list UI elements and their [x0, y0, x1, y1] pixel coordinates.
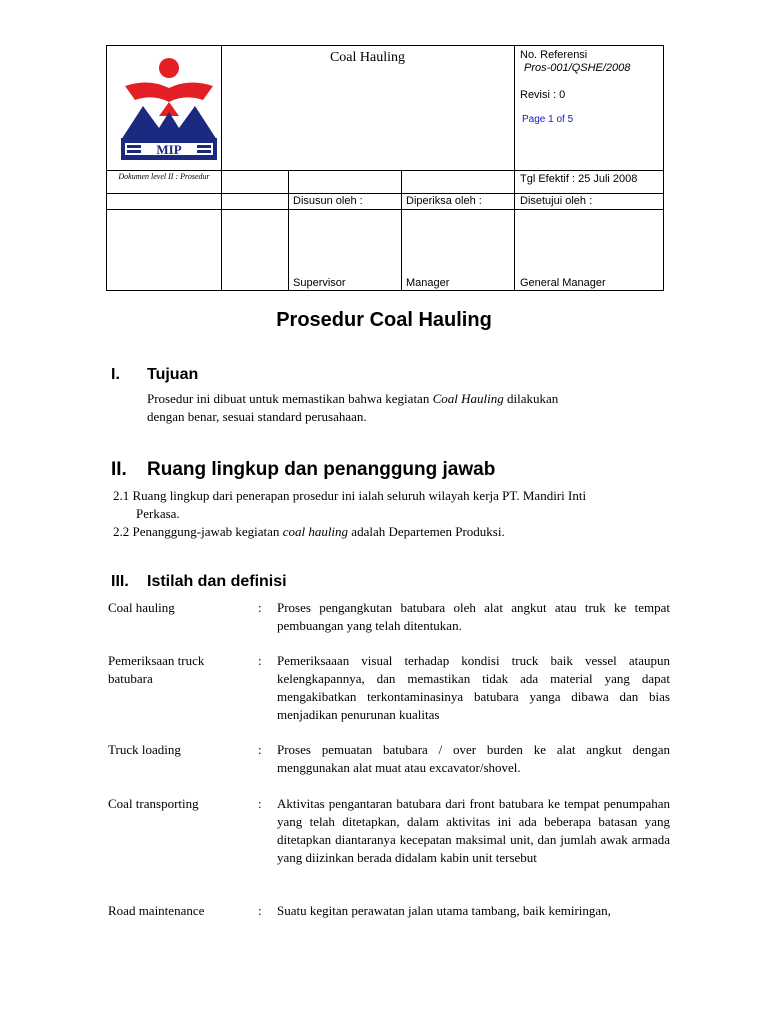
effective-date: Tgl Efektif : 25 Juli 2008 [520, 173, 638, 185]
header-table [106, 45, 664, 291]
doc-level: Dokumen level II : Prosedur [118, 172, 210, 181]
doc-title: Coal Hauling [329, 50, 406, 65]
approved-role: General Manager [520, 277, 606, 289]
section-2-number: II. [111, 459, 127, 480]
approved-by-label: Disetujui oleh : [520, 195, 593, 207]
mip-logo [119, 56, 219, 164]
definition-term: Truck loading [108, 742, 181, 757]
prepared-by-label: Disusun oleh : [293, 195, 363, 207]
definition-text: Suatu kegitan perawatan jalan utama tambang, baik kemiringan, [277, 903, 611, 918]
section-1-text: Prosedur ini dibuat untuk memastikan bahwa kegiatan Coal Hauling dilakukan dengan benar, sesuai standard perusahaan. [147, 391, 559, 424]
definition-colon: : [258, 903, 262, 918]
prepared-role: Supervisor [293, 277, 346, 289]
definition-colon: : [258, 742, 262, 757]
definition-term: Coal hauling [108, 600, 175, 615]
revision: Revisi : 0 [520, 89, 566, 101]
checked-by-label: Diperiksa oleh : [406, 195, 482, 207]
definition-term: Pemeriksaan truck batubara [108, 653, 205, 686]
logo-text: MIP [156, 142, 182, 157]
definition-colon: : [258, 653, 262, 668]
section-1-number: I. [111, 366, 120, 383]
ref-value: Pros-001/QSHE/2008 [524, 62, 631, 74]
section-2-item-1: 2.1 Ruang lingkup dari penerapan prosedur ini ialah seluruh wilayah kerja PT. Mandiri Inti Perkasa. [113, 488, 587, 521]
section-2-item-2: 2.2 Penanggung-jawab kegiatan coal hauling adalah Departemen Produksi. [113, 524, 505, 539]
definition-term: Road maintenance [108, 903, 205, 918]
page-number: Page 1 of 5 [522, 114, 574, 125]
page-title: Prosedur Coal Hauling [276, 309, 492, 331]
definition-text: Pemeriksaaan visual terhadap kondisi truck baik vessel ataupun kelengkapannya, dan memastikan tidak ada material yang dapat mengakibatkan terkontaminasinya batubara yanga dibawa dan bias menjadikan penurunan kualitas [277, 653, 670, 722]
definition-text: Proses pemuatan batubara / over burden ke alat angkut dengan menggunakan alat muat atau excavator/shovel. [277, 742, 670, 775]
definition-term: Coal transporting [108, 796, 199, 811]
ref-label: No. Referensi [520, 49, 588, 61]
section-3-heading: Istilah dan definisi [147, 573, 287, 590]
checked-role: Manager [406, 277, 450, 289]
definition-text: Proses pengangkutan batubara oleh alat angkut atau truk ke tempat pembuangan yang telah ditentukan. [277, 600, 670, 633]
definition-colon: : [258, 796, 262, 811]
section-3-number: III. [111, 573, 129, 590]
section-1-heading: Tujuan [147, 366, 199, 383]
definition-colon: : [258, 600, 262, 615]
section-2-heading: Ruang lingkup dan penanggung jawab [147, 459, 496, 480]
definition-text: Aktivitas pengantaran batubara dari front batubara ke tempat penumpahan yang telah ditetapkan, dalam aktivitas ini ada beberapa batasan yang ditetapkan diantaranya kecepatan maksimal unit, dan jumlah awak armada yang diizinkan berada didalam kabin unit tersebut [277, 796, 670, 865]
